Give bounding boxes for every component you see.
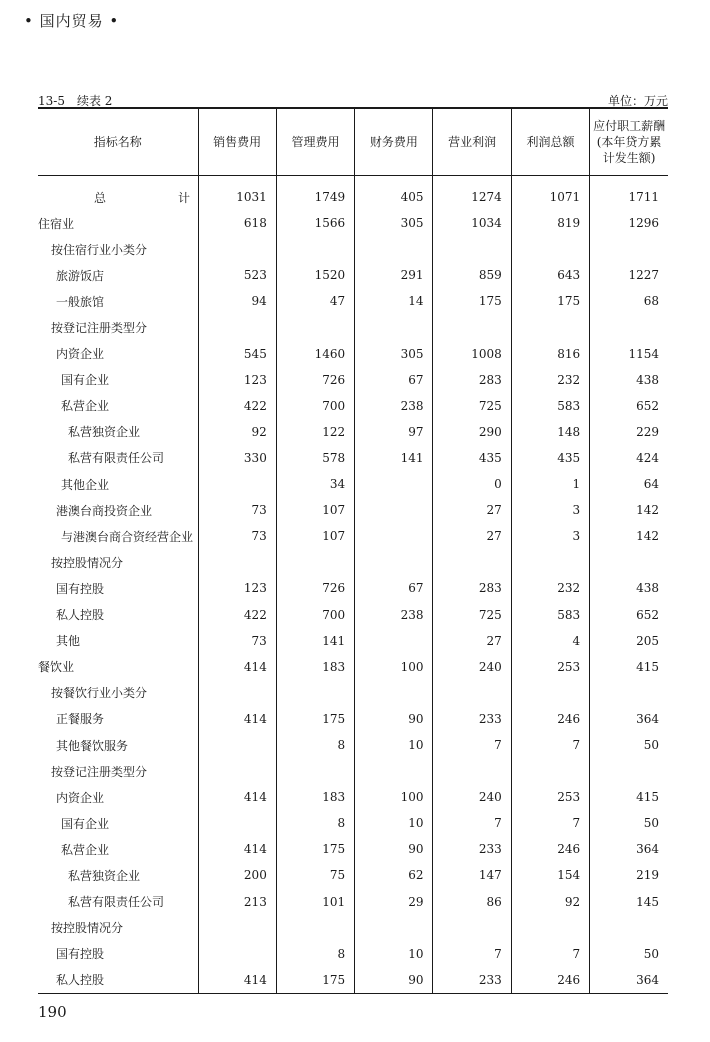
- row-label: 其他: [56, 634, 81, 649]
- table-cell: 90: [355, 706, 433, 732]
- table-cell: 100: [355, 654, 433, 680]
- table-cell: 50: [590, 810, 668, 836]
- section-header: • 国内贸易 •: [24, 12, 120, 30]
- table-cell: [355, 497, 433, 523]
- table-cell: 405: [355, 176, 433, 211]
- table-row: [38, 758, 668, 784]
- table-cell: [198, 236, 276, 262]
- row-label: 私营企业: [61, 399, 110, 414]
- table-cell: 47: [276, 288, 354, 314]
- table-cell: [355, 236, 433, 262]
- table-row: [38, 341, 668, 367]
- table-cell: [355, 915, 433, 941]
- table-row: [38, 706, 668, 732]
- table-cell: 75: [276, 862, 354, 888]
- table-cell: 435: [511, 445, 589, 471]
- table-row: [38, 575, 668, 601]
- table-cell: 1566: [276, 210, 354, 236]
- row-label: 其他企业: [61, 477, 110, 492]
- table-cell: 67: [355, 575, 433, 601]
- row-label: 国有企业: [61, 373, 110, 388]
- table-cell: [276, 549, 354, 575]
- table-cell: 4: [511, 628, 589, 654]
- row-label: 私人控股: [56, 608, 105, 623]
- table-cell: 8: [276, 732, 354, 758]
- table-cell: [198, 732, 276, 758]
- table-header-row: [38, 108, 668, 176]
- table-row: [38, 393, 668, 419]
- table-row: [38, 549, 668, 575]
- row-label: 私人控股: [38, 967, 198, 994]
- table-cell: 175: [276, 836, 354, 862]
- table-cell: 233: [433, 706, 511, 732]
- table-cell: 123: [198, 367, 276, 393]
- table-cell: [590, 549, 668, 575]
- table-cell: 364: [590, 967, 668, 994]
- table-cell: [433, 680, 511, 706]
- table-cell: 107: [276, 497, 354, 523]
- table-cell: [355, 523, 433, 549]
- table-cell: 1227: [590, 262, 668, 288]
- row-label: 按控股情况分: [51, 555, 124, 570]
- table-row: [38, 288, 668, 314]
- table-number: 13-5 续表 2: [38, 94, 113, 108]
- table-cell: 816: [511, 341, 589, 367]
- table-row: [38, 523, 668, 549]
- row-label: 私营独资企业: [68, 425, 141, 440]
- table-cell: 726: [276, 367, 354, 393]
- table-cell: 68: [590, 288, 668, 314]
- table-cell: 438: [590, 575, 668, 601]
- table-cell: 414: [198, 836, 276, 862]
- table-row: [38, 654, 668, 680]
- table-cell: 283: [433, 367, 511, 393]
- table-row: [38, 176, 668, 211]
- table-cell: [276, 680, 354, 706]
- table-cell: 90: [355, 836, 433, 862]
- table-cell: 73: [198, 497, 276, 523]
- table-row: [38, 941, 668, 967]
- table-cell: 1031: [198, 176, 276, 211]
- table-cell: [198, 941, 276, 967]
- row-label: 按住宿行业小类分: [51, 242, 148, 257]
- table-cell: [355, 628, 433, 654]
- row-label: 正餐服务: [56, 712, 105, 727]
- column-header-sales-expense: 销售费用: [198, 108, 276, 176]
- table-cell: 145: [590, 889, 668, 915]
- table-cell: 122: [276, 419, 354, 445]
- column-header-admin-expense: 管理费用: [276, 108, 354, 176]
- table-cell: [198, 810, 276, 836]
- table-cell: 141: [355, 445, 433, 471]
- table-cell: 414: [198, 706, 276, 732]
- row-label: 港澳台商投资企业: [56, 503, 153, 518]
- table-cell: 10: [355, 941, 433, 967]
- table-row: [38, 367, 668, 393]
- column-header-payroll-payable: 应付职工薪酬 (本年贷方累 计发生额): [590, 108, 668, 176]
- table-cell: [511, 236, 589, 262]
- row-label: 按登记注册类型分: [51, 764, 148, 779]
- table-cell: [276, 314, 354, 340]
- table-cell: 86: [433, 889, 511, 915]
- table-cell: [276, 758, 354, 784]
- table-cell: 700: [276, 602, 354, 628]
- table-cell: 424: [590, 445, 668, 471]
- table-cell: 415: [590, 654, 668, 680]
- table-cell: 142: [590, 523, 668, 549]
- table-cell: 364: [590, 706, 668, 732]
- table-cell: 726: [276, 575, 354, 601]
- table-cell: [198, 549, 276, 575]
- table-body: [38, 176, 668, 994]
- table-row: [38, 236, 668, 262]
- table-cell: 283: [433, 575, 511, 601]
- row-label: 私营独资企业: [68, 868, 141, 883]
- table-cell: 97: [355, 419, 433, 445]
- table-cell: [511, 314, 589, 340]
- table-cell: [198, 915, 276, 941]
- row-label: 按登记注册类型分: [51, 321, 148, 336]
- table-cell: 123: [198, 575, 276, 601]
- table-cell: 27: [433, 628, 511, 654]
- table-cell: 154: [511, 862, 589, 888]
- table-cell: 62: [355, 862, 433, 888]
- table-cell: 92: [511, 889, 589, 915]
- table-cell: 233: [433, 967, 511, 994]
- table-cell: 92: [198, 419, 276, 445]
- table-row: [38, 602, 668, 628]
- table-cell: 414: [198, 967, 276, 994]
- table-cell: 246: [511, 706, 589, 732]
- table-cell: 819: [511, 210, 589, 236]
- table-cell: 34: [276, 471, 354, 497]
- table-cell: 1711: [590, 176, 668, 211]
- table-cell: 14: [355, 288, 433, 314]
- table-cell: [355, 549, 433, 575]
- table-cell: 1749: [276, 176, 354, 211]
- table-cell: 27: [433, 497, 511, 523]
- table-row: [38, 628, 668, 654]
- table-cell: 422: [198, 602, 276, 628]
- table-cell: 652: [590, 602, 668, 628]
- row-label: 私营有限责任公司: [68, 895, 165, 910]
- table-row: [38, 784, 668, 810]
- table-row: [38, 471, 668, 497]
- table-cell: 147: [433, 862, 511, 888]
- table-cell: [511, 680, 589, 706]
- table-cell: 73: [198, 628, 276, 654]
- table-cell: 291: [355, 262, 433, 288]
- row-label: 国有控股: [56, 947, 105, 962]
- table-cell: 175: [276, 706, 354, 732]
- table-cell: 229: [590, 419, 668, 445]
- table-cell: 7: [433, 810, 511, 836]
- table-cell: 1154: [590, 341, 668, 367]
- table-cell: 578: [276, 445, 354, 471]
- table-cell: 10: [355, 810, 433, 836]
- table-cell: 27: [433, 523, 511, 549]
- column-header-total-profit: 利润总额: [511, 108, 589, 176]
- table-cell: 213: [198, 889, 276, 915]
- table-cell: [198, 314, 276, 340]
- table-cell: 232: [511, 575, 589, 601]
- table-cell: 7: [511, 810, 589, 836]
- row-label: 餐饮业: [38, 660, 75, 675]
- table-cell: 64: [590, 471, 668, 497]
- table-cell: 175: [276, 967, 354, 994]
- table-cell: 725: [433, 602, 511, 628]
- table-row: [38, 497, 668, 523]
- table-cell: [590, 314, 668, 340]
- row-label: 一般旅馆: [56, 294, 105, 309]
- table-cell: 583: [511, 602, 589, 628]
- unit-label: 单位：万元: [607, 94, 668, 108]
- table-cell: 1274: [433, 176, 511, 211]
- table-cell: 101: [276, 889, 354, 915]
- table-cell: 583: [511, 393, 589, 419]
- table-cell: 175: [433, 288, 511, 314]
- table-cell: 90: [355, 967, 433, 994]
- table-cell: [355, 314, 433, 340]
- table-cell: 523: [198, 262, 276, 288]
- table-cell: [590, 236, 668, 262]
- table-cell: 618: [198, 210, 276, 236]
- table-cell: 643: [511, 262, 589, 288]
- table-cell: [433, 314, 511, 340]
- table-row: [38, 967, 668, 994]
- table-cell: 246: [511, 967, 589, 994]
- table-cell: [433, 915, 511, 941]
- table-cell: 545: [198, 341, 276, 367]
- table-cell: 107: [276, 523, 354, 549]
- row-label: 与港澳台商合资经营企业: [61, 529, 194, 544]
- table-cell: 246: [511, 836, 589, 862]
- row-label: 内资企业: [56, 347, 105, 362]
- table-row: [38, 836, 668, 862]
- table-cell: 305: [355, 341, 433, 367]
- table-cell: [198, 680, 276, 706]
- table-cell: [511, 915, 589, 941]
- table-cell: [590, 680, 668, 706]
- table-cell: [276, 236, 354, 262]
- table-cell: [590, 758, 668, 784]
- table-cell: 3: [511, 497, 589, 523]
- table-cell: [198, 758, 276, 784]
- table-row: [38, 445, 668, 471]
- table-row: [38, 680, 668, 706]
- table-row: [38, 210, 668, 236]
- row-label: 私营有限责任公司: [68, 451, 165, 466]
- table-cell: 305: [355, 210, 433, 236]
- table-cell: 422: [198, 393, 276, 419]
- column-header-indicator: 指标名称: [38, 108, 198, 176]
- statistics-table: [38, 107, 668, 994]
- table-cell: 3: [511, 523, 589, 549]
- table-cell: [433, 758, 511, 784]
- table-cell: 7: [433, 941, 511, 967]
- table-cell: 100: [355, 784, 433, 810]
- table-cell: 238: [355, 602, 433, 628]
- table-cell: 238: [355, 393, 433, 419]
- row-label: 按餐饮行业小类分: [51, 686, 148, 701]
- table-row: [38, 889, 668, 915]
- table-cell: 7: [511, 732, 589, 758]
- table-row: [38, 314, 668, 340]
- table-cell: [198, 471, 276, 497]
- row-label: 旅游饭店: [56, 268, 105, 283]
- table-cell: [355, 471, 433, 497]
- table-cell: 414: [198, 784, 276, 810]
- row-label: 住宿业: [38, 216, 75, 231]
- table-cell: [433, 236, 511, 262]
- row-label: 私营企业: [61, 842, 110, 857]
- column-header-operating-profit: 营业利润: [433, 108, 511, 176]
- table-cell: 94: [198, 288, 276, 314]
- table-cell: 438: [590, 367, 668, 393]
- table-cell: 67: [355, 367, 433, 393]
- row-label: 其他餐饮服务: [56, 738, 129, 753]
- table-cell: 200: [198, 862, 276, 888]
- table-cell: 1034: [433, 210, 511, 236]
- table-cell: 725: [433, 393, 511, 419]
- table-cell: 7: [433, 732, 511, 758]
- table-cell: 290: [433, 419, 511, 445]
- table-cell: 183: [276, 784, 354, 810]
- table-cell: [511, 549, 589, 575]
- table-row: [38, 915, 668, 941]
- row-label: 国有控股: [56, 581, 105, 596]
- table-cell: 183: [276, 654, 354, 680]
- table-cell: 1520: [276, 262, 354, 288]
- table-cell: 652: [590, 393, 668, 419]
- table-cell: 859: [433, 262, 511, 288]
- table-cell: 415: [590, 784, 668, 810]
- table-cell: 219: [590, 862, 668, 888]
- table-cell: 414: [198, 654, 276, 680]
- table-cell: 175: [511, 288, 589, 314]
- row-label: 国有企业: [61, 816, 110, 831]
- table-cell: 1: [511, 471, 589, 497]
- table-cell: 435: [433, 445, 511, 471]
- table-cell: 10: [355, 732, 433, 758]
- table-cell: 148: [511, 419, 589, 445]
- table-cell: 253: [511, 654, 589, 680]
- table-cell: 29: [355, 889, 433, 915]
- table-cell: 1071: [511, 176, 589, 211]
- row-label: 总 计: [94, 190, 221, 205]
- table-cell: 7: [511, 941, 589, 967]
- table-cell: [355, 680, 433, 706]
- table-cell: 240: [433, 784, 511, 810]
- table-cell: 142: [590, 497, 668, 523]
- table-cell: 0: [433, 471, 511, 497]
- table-cell: 205: [590, 628, 668, 654]
- table-cell: 233: [433, 836, 511, 862]
- table-cell: 8: [276, 941, 354, 967]
- table-row: [38, 419, 668, 445]
- table-cell: [511, 758, 589, 784]
- table-cell: 73: [198, 523, 276, 549]
- table-cell: [590, 915, 668, 941]
- table-cell: 141: [276, 628, 354, 654]
- row-label: 内资企业: [56, 790, 105, 805]
- table-cell: 253: [511, 784, 589, 810]
- table-cell: [276, 915, 354, 941]
- table-cell: 8: [276, 810, 354, 836]
- table-row: [38, 862, 668, 888]
- table-cell: 50: [590, 941, 668, 967]
- table-cell: 1460: [276, 341, 354, 367]
- table-cell: 50: [590, 732, 668, 758]
- table-cell: 330: [198, 445, 276, 471]
- table-row: [38, 732, 668, 758]
- page-number: 190: [38, 1003, 67, 1021]
- row-label: 按控股情况分: [51, 921, 124, 936]
- table-cell: 240: [433, 654, 511, 680]
- table-cell: 232: [511, 367, 589, 393]
- table-cell: 364: [590, 836, 668, 862]
- table-row: [38, 262, 668, 288]
- column-header-finance-expense: 财务费用: [355, 108, 433, 176]
- table-row: [38, 810, 668, 836]
- table-cell: 1296: [590, 210, 668, 236]
- table-cell: [355, 758, 433, 784]
- table-cell: [433, 549, 511, 575]
- table-cell: 1008: [433, 341, 511, 367]
- table-cell: 700: [276, 393, 354, 419]
